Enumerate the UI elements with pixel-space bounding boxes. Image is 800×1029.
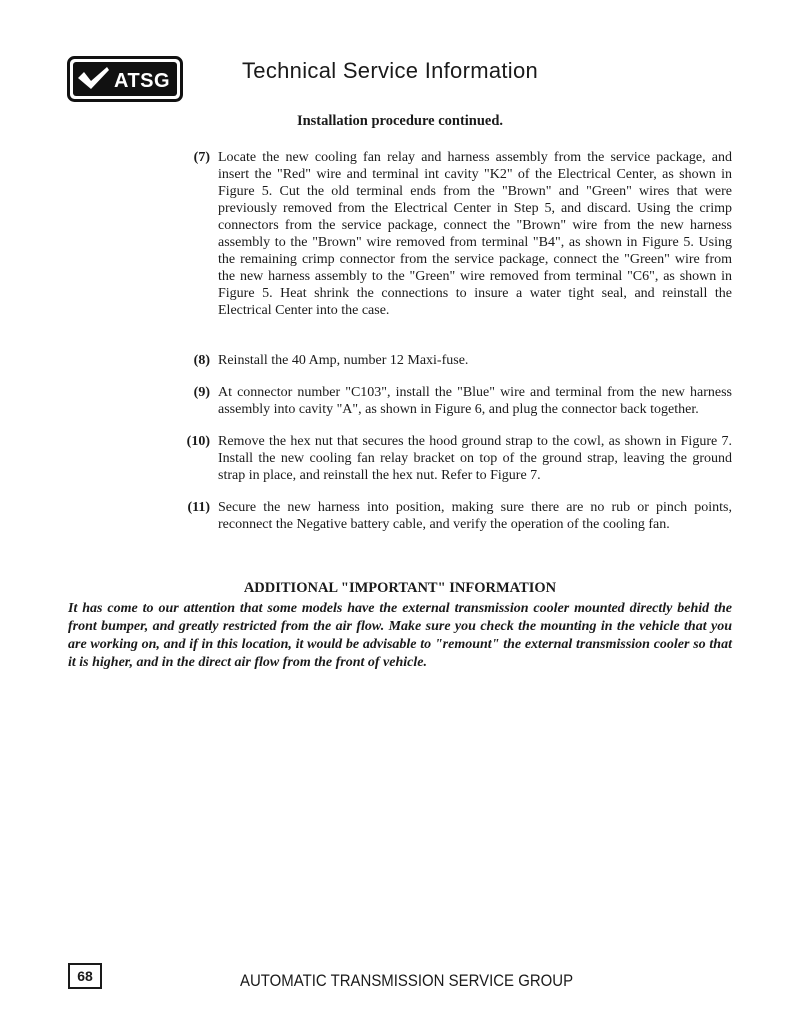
step-8 bbox=[168, 352, 732, 369]
step-number: (7) bbox=[193, 150, 210, 165]
step-9 bbox=[168, 384, 732, 418]
step-text: Secure the new harness into position, making sure there are no rub or pinch points, reconnect the Negative battery cable, and verify the operation of the cooling fan. bbox=[218, 500, 732, 532]
procedure-steps bbox=[168, 149, 732, 533]
important-info-body: It has come to our attention that some models have the external transmission cooler mounted directly behid the front bumper, and greatly restricted from the air flow. Make sure you check the mounting in the vehicle that you are working on, and if in this location, it would be advisable to "remount" the external transmission cooler so that it is higher, and in the direct air flow from the front of vehicle. bbox=[68, 601, 732, 670]
atsg-logo bbox=[67, 56, 183, 102]
step-number: (8) bbox=[193, 353, 210, 368]
svg-text:ATSG: ATSG bbox=[114, 70, 171, 92]
step-11 bbox=[168, 499, 732, 533]
page-number: 68 bbox=[68, 963, 102, 989]
step-text: Remove the hex nut that secures the hood ground strap to the cowl, as shown in Figure 7. Install the new cooling fan relay bracket on top of the ground strap, leaving the ground strap in place, and reinstall the hex nut. Refer to Figure 7. bbox=[218, 434, 732, 483]
step-text: Reinstall the 40 Amp, number 12 Maxi-fuse. bbox=[218, 353, 469, 368]
step-number: (9) bbox=[193, 385, 210, 400]
section-subtitle: Installation procedure continued. bbox=[296, 113, 504, 129]
step-7 bbox=[168, 149, 732, 319]
step-number: (11) bbox=[187, 500, 210, 515]
step-text: Locate the new cooling fan relay and harness assembly from the service package, and insert the "Red" wire and terminal int cavity "K2" of the Electrical Center, as shown in Figure 5. Cut the old terminal ends from the "Brown" and "Green" wires that were previously removed from the Electrical Center in Step 5, and discard. Using the crimp connectors from the service package, connect the "Brown" wire from the new harness assembly to the "Brown" wire removed from terminal "B4", as shown in Figure 5. Using the remaining crimp connector from the service package, connect the "Green" wire from the new harness assembly to the "Green" wire removed from terminal "C6", as shown in Figure 5. Heat shrink the connections to insure a water tight seal, and reinstall the Electrical Center into the case. bbox=[218, 150, 732, 318]
step-10 bbox=[168, 433, 732, 484]
step-number: (10) bbox=[186, 434, 210, 449]
page-title: Technical Service Information bbox=[242, 58, 539, 83]
important-info-heading: ADDITIONAL "IMPORTANT" INFORMATION bbox=[243, 580, 557, 596]
step-text: At connector number "C103", install the "Blue" wire and terminal from the new harness assembly into cavity "A", as shown in Figure 6, and plug the connector back together. bbox=[218, 385, 732, 417]
footer-org-name: AUTOMATIC TRANSMISSION SERVICE GROUP bbox=[240, 971, 574, 990]
